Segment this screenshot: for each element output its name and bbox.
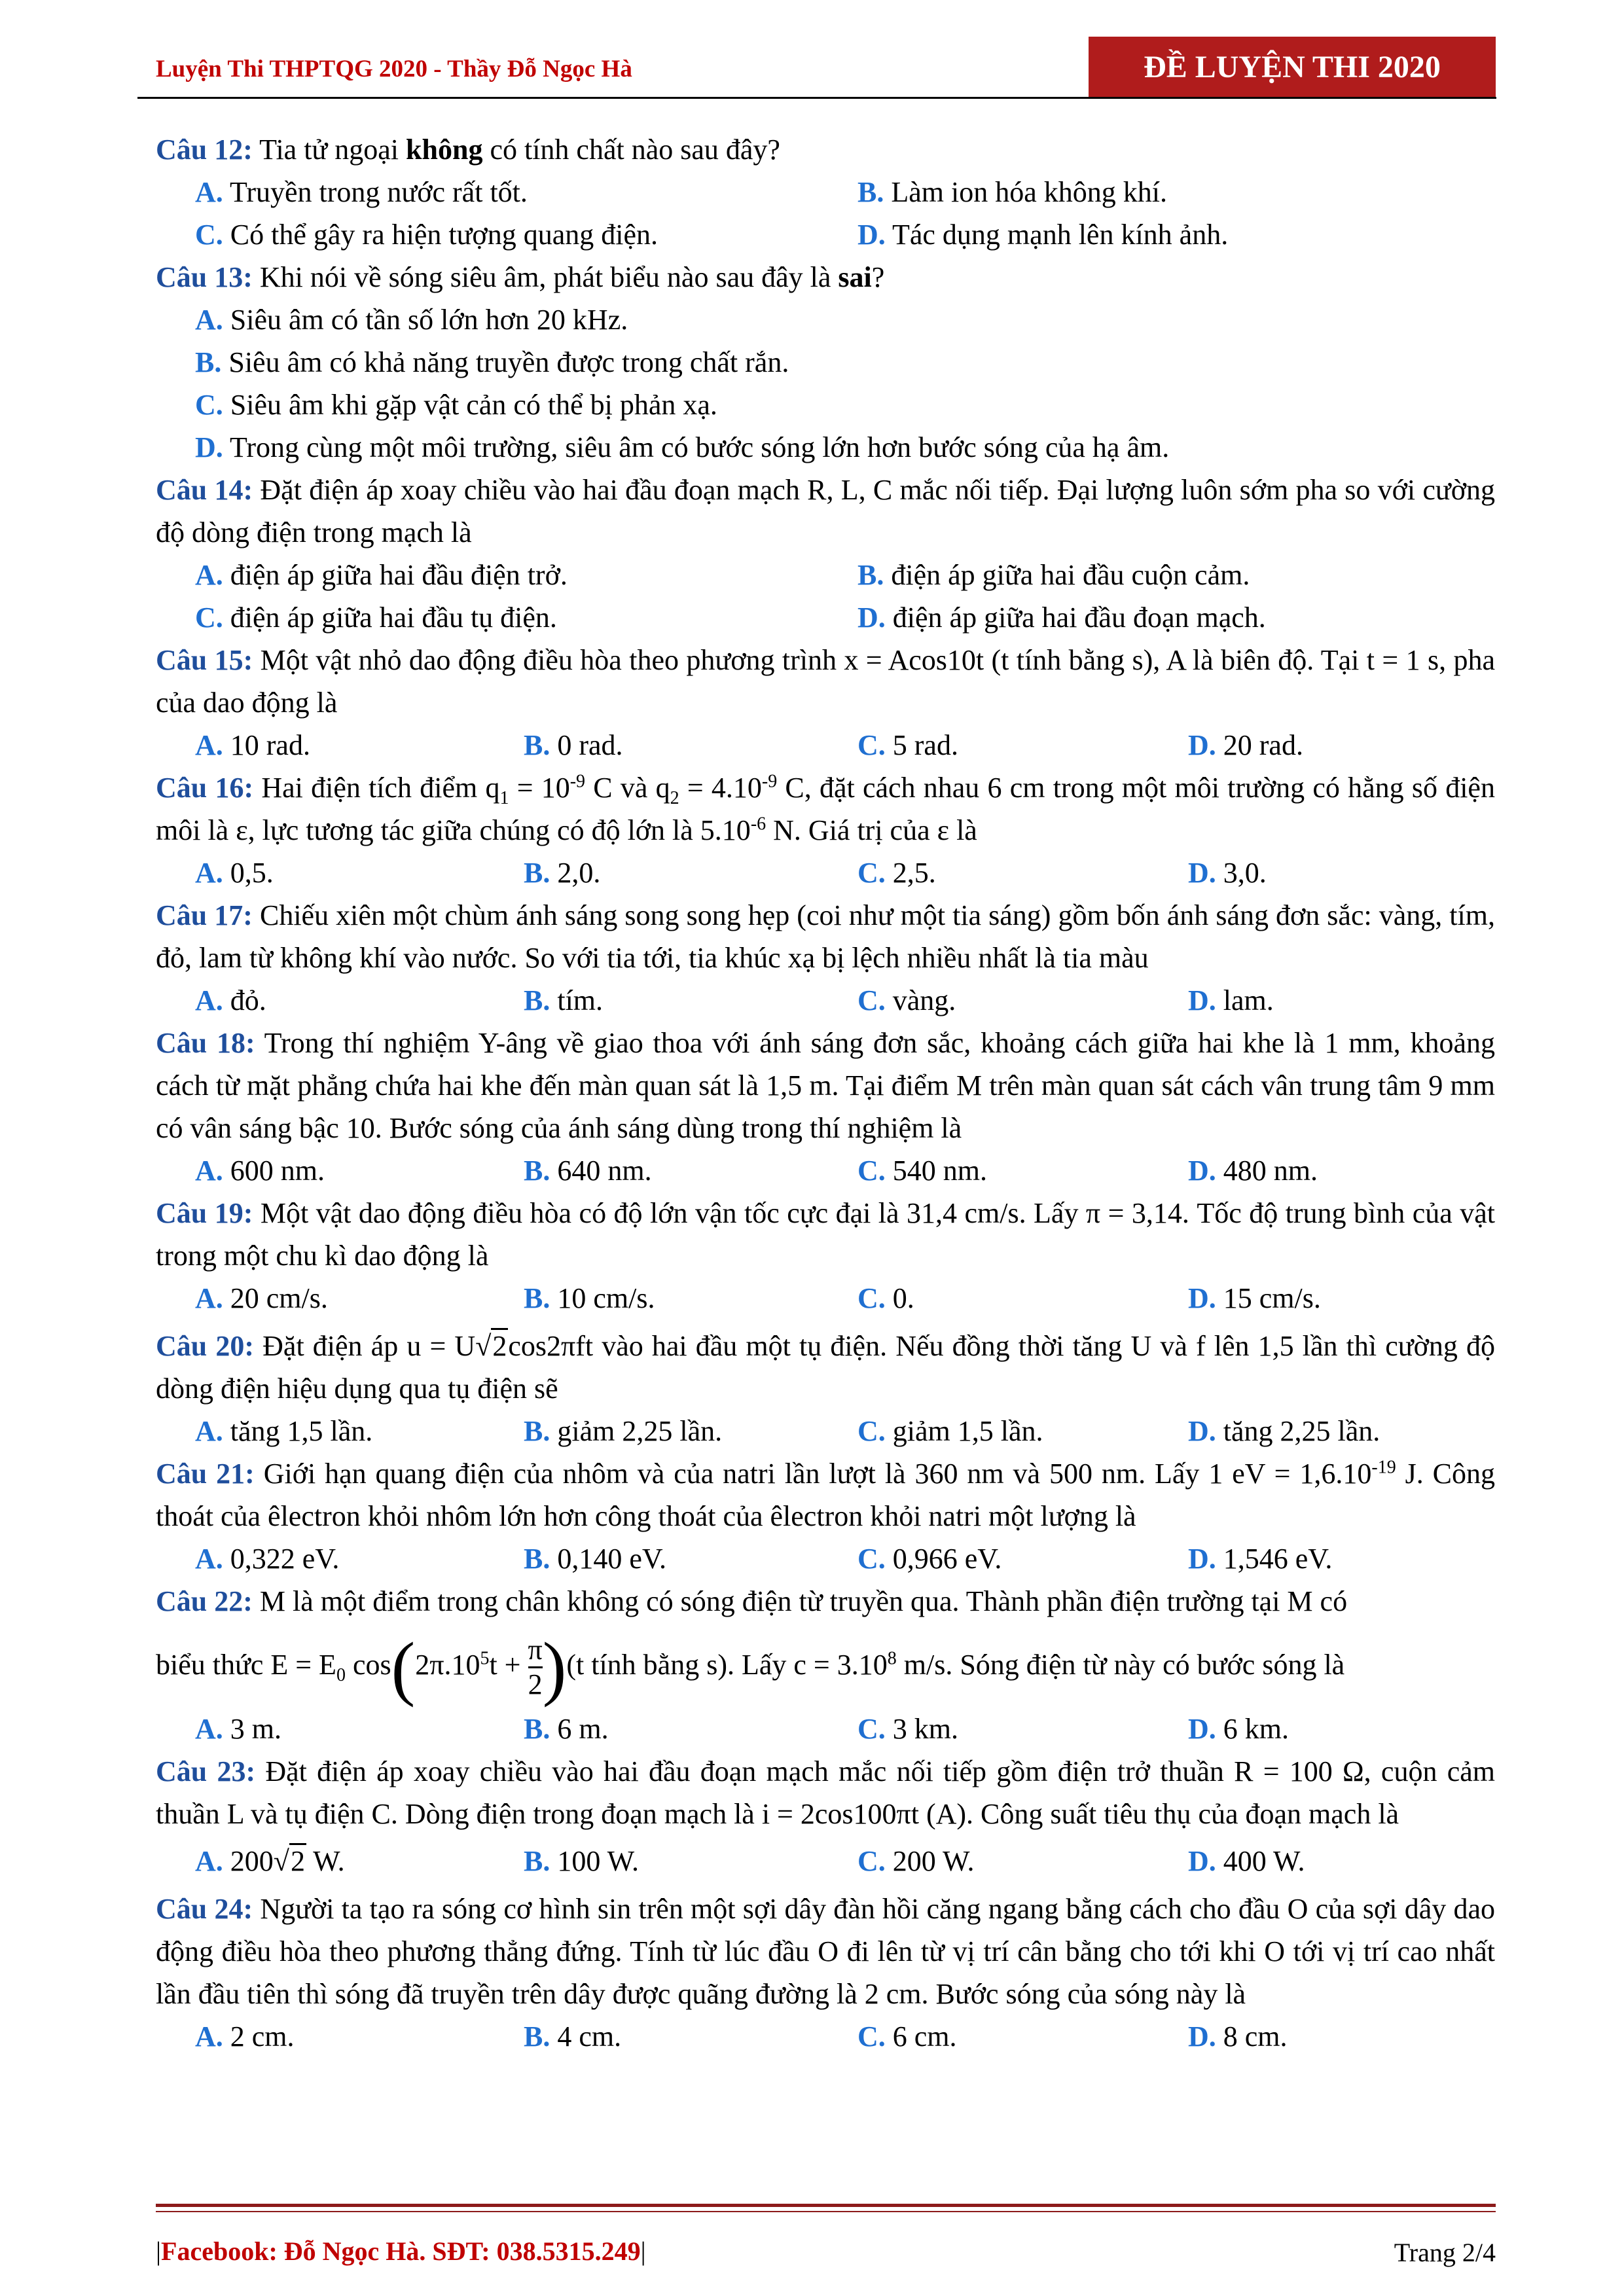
option-c [857,1537,1001,1580]
options-row [156,171,1495,213]
options-row [156,852,1495,894]
options-row [156,1277,1495,1319]
fraction-numerator: π [528,1634,543,1668]
option-a [195,2015,295,2058]
option-text: Truyền trong nước rất tốt. [230,176,528,208]
option-text: 0,322 eV. [230,1543,340,1575]
option-letter: A. [195,1543,223,1575]
question-label: Câu 13: [156,261,253,293]
option-letter: A. [195,304,223,336]
option-b [524,1149,652,1192]
option-text: điện áp giữa hai đầu cuộn cảm. [891,559,1250,591]
option-a [195,1537,339,1580]
question-label: Câu 12: [156,134,253,166]
fraction [528,1634,543,1701]
question-label: Câu 22: [156,1585,253,1617]
option-d [1188,1835,1305,1888]
header-divider [137,97,1496,99]
question-text: Tia tử ngoại [252,134,406,166]
question-21 [156,1452,1495,1537]
option-text: 4 cm. [557,2020,622,2053]
options-row [156,554,1495,596]
option-b [524,1410,722,1452]
option-letter: D. [1188,1543,1216,1575]
exam-title-box: ĐỀ LUYỆN THI 2020 [1089,37,1496,98]
option-text: 3 m. [230,1713,282,1745]
option-text: 640 nm. [557,1155,652,1187]
option-letter: A. [195,1845,223,1877]
option-text: tăng 1,5 lần. [230,1415,373,1447]
option-letter: D. [195,431,223,463]
option-letter: D. [1188,1155,1216,1187]
question-19 [156,1192,1495,1277]
option-text: 3 km. [892,1713,959,1745]
option-text: 6 m. [557,1713,609,1745]
question-text: = 4.10 [679,772,762,804]
option-letter: B. [524,729,550,761]
header-dash: - [427,56,448,82]
option-b [156,341,1495,384]
question-emphasis: sai [838,261,872,293]
question-label: Câu 18: [156,1027,255,1059]
option-text: 8 cm. [1223,2020,1288,2053]
option-letter: B. [524,2020,550,2053]
option-d [1188,979,1274,1022]
option-text: W. [306,1845,345,1877]
option-text: 0. [892,1282,914,1314]
subscript: 1 [499,787,509,808]
option-c [857,1410,1043,1452]
exponent: -9 [569,771,586,792]
subscript: 0 [336,1664,346,1685]
option-text: giảm 2,25 lần. [557,1415,723,1447]
option-letter: B. [524,1415,550,1447]
options-row [156,1835,1495,1888]
option-letter: C. [857,1713,886,1745]
option-a [195,852,274,894]
question-text: Khi nói về sóng siêu âm, phát biểu nào sau đây là [252,261,839,293]
question-label: Câu 17: [156,899,253,931]
option-text: 0,140 eV. [557,1543,666,1575]
option-b [524,2015,621,2058]
option-text: 20 rad. [1223,729,1303,761]
option-text: Tác dụng mạnh lên kính ảnh. [892,219,1229,251]
option-letter: C. [857,2020,886,2053]
option-d [156,426,1495,469]
option-text: điện áp giữa hai đầu tụ điện. [230,601,557,634]
formula-text: (t tính bằng s). Lấy c = 3.10 [566,1649,888,1681]
option-b [524,1835,639,1888]
option-text: 5 rad. [892,729,958,761]
option-letter: A. [195,559,223,591]
option-letter: A. [195,1713,223,1745]
options-row [156,1149,1495,1192]
question-label: Câu 24: [156,1893,253,1925]
header-year: 2020 [379,56,428,82]
option-c [857,724,958,766]
option-letter: C. [857,1845,886,1877]
question-12 [156,128,1495,171]
left-paren: ( [391,1627,416,1708]
formula-text: m/s. Sóng điện từ này có bước sóng là [896,1649,1345,1681]
option-d [1188,1277,1321,1319]
option-text: Siêu âm có khả năng truyền được trong chất rắn. [228,346,789,378]
option-letter: B. [857,176,884,208]
option-b [524,852,600,894]
option-letter: D. [1188,729,1216,761]
option-b [857,171,1167,213]
option-letter: A. [195,1282,223,1314]
question-text: C, đặt cách nhau 6 cm trong một môi trường có hằng số điện môi là ε, lực tương tác giữa chúng có độ lớn là 5.10 [156,772,1495,846]
option-c [857,852,936,894]
options-row [156,213,1495,256]
question-text: M là một điểm trong chân không có sóng điện từ truyền qua. Thành phần điện trường tại M có [252,1585,1348,1617]
question-text-end: có tính chất nào sau đây? [482,134,780,166]
exponent: 5 [480,1648,490,1669]
option-text: 200 [223,1845,274,1877]
sqrt-radicand: 2 [289,1843,306,1877]
exponent: -9 [761,771,778,792]
option-letter: C. [857,729,886,761]
option-text: đỏ. [230,984,266,1016]
option-letter: C. [857,1415,886,1447]
options-row [156,2015,1495,2058]
option-text: 6 km. [1223,1713,1290,1745]
option-text: 200 W. [892,1845,975,1877]
question-label: Câu 21: [156,1458,255,1490]
question-text: Một vật nhỏ dao động điều hòa theo phương trình x = Acos10t (t tính bằng s), A là biên độ. Tại t = 1 s, pha của dao động là [156,644,1495,719]
option-c [156,384,1495,426]
header-teacher: Thầy Đỗ Ngọc Hà [447,56,632,82]
formula-text: biểu thức E = E [156,1649,336,1681]
option-text: 2 cm. [230,2020,295,2053]
options-row [156,1410,1495,1452]
option-letter: D. [857,601,886,634]
option-a [195,554,568,596]
question-16 [156,766,1495,852]
option-d [1188,724,1303,766]
option-text: 600 nm. [230,1155,325,1187]
option-letter: A. [195,857,223,889]
option-b [524,979,603,1022]
option-a [195,1708,281,1750]
option-a [156,298,1495,341]
option-letter: B. [524,1543,550,1575]
option-d [857,213,1228,256]
option-letter: C. [857,984,886,1016]
option-text: Làm ion hóa không khí. [891,176,1167,208]
option-letter: A. [195,2020,223,2053]
option-text: điện áp giữa hai đầu đoạn mạch. [892,601,1266,634]
right-paren: ) [542,1627,567,1708]
options-row [156,1708,1495,1750]
option-letter: C. [195,389,223,421]
footer-contact-text: Facebook: Đỗ Ngọc Hà. SĐT: 038.5315.249 [161,2236,641,2266]
option-letter: A. [195,984,223,1016]
option-letter: A. [195,1415,223,1447]
option-text: 480 nm. [1223,1155,1318,1187]
footer-divider-thin [156,2211,1496,2212]
option-letter: B. [524,1713,550,1745]
option-d [1188,1410,1380,1452]
question-text: Trong thí nghiệm Y-âng về giao thoa với ánh sáng đơn sắc, khoảng cách giữa hai khe là 1 mm, khoảng cách từ mặt phẳng chứa hai khe đến màn quan sát là 1,5 m. Tại điểm M trên màn quan sát cách vân trung tâm 9 mm có vân sáng bậc 10. Bước sóng của ánh sáng dùng trong thí nghiệm là [156,1027,1495,1144]
question-text: C và q [585,772,670,804]
option-letter: B. [857,559,884,591]
option-d [1188,1537,1332,1580]
option-a [195,1277,328,1319]
option-text: 15 cm/s. [1223,1282,1321,1314]
subscript: 2 [670,787,679,808]
footer-contact [156,2236,646,2267]
option-letter: C. [195,601,223,634]
footer-bar: | [640,2236,646,2266]
option-text: 2,0. [557,857,601,889]
question-label: Câu 15: [156,644,253,676]
formula-text: 2π.10 [415,1649,480,1681]
sqrt-symbol: √ [475,1330,492,1362]
option-text: 100 W. [557,1845,640,1877]
option-c [857,1277,914,1319]
option-text: 0,5. [230,857,274,889]
option-text: 3,0. [1223,857,1267,889]
option-letter: C. [857,1282,886,1314]
sqrt-symbol: √ [273,1845,289,1877]
option-text: điện áp giữa hai đầu điện trở. [230,559,568,591]
option-text: 400 W. [1223,1845,1305,1877]
option-text: Có thể gây ra hiện tượng quang điện. [230,219,658,251]
option-a [195,724,310,766]
footer-bar: | [156,2236,162,2266]
question-label: Câu 23: [156,1755,256,1787]
question-24 [156,1888,1495,2015]
option-d [1188,1149,1318,1192]
option-a [195,1410,372,1452]
header-prefix: Luyện Thi THPTQG [156,56,380,82]
option-letter: D. [1188,857,1216,889]
question-text-end: ? [871,261,885,293]
option-text: vàng. [892,984,956,1016]
option-letter: C. [857,857,886,889]
option-d [857,596,1266,639]
question-text: N. Giá trị của ε là [766,814,977,846]
option-text: 10 rad. [230,729,310,761]
option-a [195,1835,345,1888]
option-b [857,554,1250,596]
option-letter: C. [857,1543,886,1575]
question-14 [156,469,1495,554]
options-row [156,724,1495,766]
option-c [195,596,557,639]
question-18 [156,1022,1495,1149]
option-letter: A. [195,729,223,761]
question-label: Câu 20: [156,1330,255,1362]
option-b [524,724,623,766]
option-c [857,1708,958,1750]
option-letter: B. [524,1155,550,1187]
question-17 [156,894,1495,979]
option-c [195,213,658,256]
option-letter: A. [195,176,223,208]
option-letter: D. [1188,1713,1216,1745]
question-text: Đặt điện áp xoay chiều vào hai đầu đoạn mạch mắc nối tiếp gồm điện trở thuần R = 100 Ω, cuộn cảm thuần L và tụ điện C. Dòng điện trong đoạn mạch là i = 2cos100πt (A). Công suất tiêu thụ của đoạn mạch là [156,1755,1495,1830]
page-number: Trang 2/4 [1394,2238,1496,2267]
question-text: cos2πft vào hai đầu một tụ điện. Nếu đồng thời tăng U và f lên 1,5 lần thì cường độ dòng điện hiệu dụng qua tụ điện sẽ [156,1330,1496,1405]
option-b [524,1708,609,1750]
formula-text: cos [345,1649,391,1681]
options-row [156,979,1495,1022]
option-letter: D. [1188,984,1216,1016]
option-c [857,2015,957,2058]
footer-divider [156,2204,1496,2207]
option-letter: D. [1188,2020,1216,2053]
option-text: 6 cm. [892,2020,957,2053]
option-text: 540 nm. [892,1155,988,1187]
option-letter: D. [857,219,886,251]
exponent: 8 [887,1648,897,1669]
question-text: J. Công thoát của êlectron khỏi nhôm lớn hơn công thoát của êlectron khỏi natri một lượng là [156,1458,1495,1532]
question-text: Hai điện tích điểm q [253,772,500,804]
option-letter: C. [195,219,223,251]
question-13 [156,256,1495,298]
exponent: -6 [750,814,767,834]
option-a [195,1149,325,1192]
question-label: Câu 16: [156,772,254,804]
option-d [1188,1708,1289,1750]
question-15 [156,639,1495,724]
option-text: 10 cm/s. [557,1282,655,1314]
question-text: Chiếu xiên một chùm ánh sáng song song hẹp (coi như một tia sáng) gồm bốn ánh sáng đơn sắc: vàng, tím, đỏ, lam từ không khí vào nước. So với tia tới, tia khúc xạ bị lệch nhiều nhất là tia màu [156,899,1495,974]
option-text: Siêu âm có tần số lớn hơn 20 kHz. [230,304,628,336]
header-title [156,55,632,83]
option-d [1188,2015,1288,2058]
option-letter: D. [1188,1845,1216,1877]
option-text: tím. [557,984,604,1016]
option-c [857,1149,987,1192]
option-letter: C. [857,1155,886,1187]
option-text: Trong cùng một môi trường, siêu âm có bước sóng lớn hơn bước sóng của hạ âm. [230,431,1170,463]
option-letter: B. [524,1282,550,1314]
option-d [1188,852,1267,894]
question-text: Đặt điện áp u = U [254,1330,476,1362]
option-letter: B. [524,984,550,1016]
option-text: tăng 2,25 lần. [1223,1415,1380,1447]
question-label: Câu 14: [156,474,253,506]
option-a [195,979,266,1022]
question-text: Giới hạn quang điện của nhôm và của natri lần lượt là 360 nm và 500 nm. Lấy 1 eV = 1,6.10 [254,1458,1372,1490]
option-b [524,1537,666,1580]
option-letter: B. [524,1845,550,1877]
question-23 [156,1750,1495,1835]
option-text: 1,546 eV. [1223,1543,1333,1575]
option-letter: B. [195,346,222,378]
options-row [156,596,1495,639]
option-text: 20 cm/s. [230,1282,328,1314]
fraction-denominator: 2 [528,1668,543,1701]
option-text: 2,5. [892,857,936,889]
question-text: = 10 [509,772,570,804]
option-text: Siêu âm khi gặp vật cản có thể bị phản xạ. [230,389,717,421]
option-a [195,171,528,213]
option-c [857,979,956,1022]
question-text: Đặt điện áp xoay chiều vào hai đầu đoạn mạch R, L, C mắc nối tiếp. Đại lượng luôn sớm pha so với cường độ dòng điện trong mạch là [156,474,1495,548]
question-22-formula [156,1623,1495,1708]
option-letter: B. [524,857,550,889]
question-label: Câu 19: [156,1197,253,1229]
exponent: -19 [1371,1457,1396,1478]
formula-text: t + [489,1649,528,1681]
option-text: 0,966 eV. [892,1543,1002,1575]
option-letter: D. [1188,1282,1216,1314]
question-22 [156,1580,1495,1623]
question-20 [156,1325,1495,1410]
option-text: lam. [1223,984,1274,1016]
question-emphasis: không [406,134,483,166]
option-text: giảm 1,5 lần. [892,1415,1043,1447]
option-b [524,1277,655,1319]
option-text: 0 rad. [557,729,623,761]
option-c [857,1835,974,1888]
question-list [156,128,1495,2058]
sqrt-radicand: 2 [491,1328,508,1362]
option-letter: D. [1188,1415,1216,1447]
question-text: Người ta tạo ra sóng cơ hình sin trên một sợi dây đàn hồi căng ngang bằng cách cho đầu O của sợi dây dao động điều hòa theo phương thẳng đứng. Tính từ lúc đầu O đi lên từ vị trí cân bằng cho tới khi O tới vị trí cao nhất lần đầu tiên thì sóng đã truyền trên dây được quãng đường là 2 cm. Bước sóng của sóng này là [156,1893,1495,2010]
question-text: Một vật dao động điều hòa có độ lớn vận tốc cực đại là 31,4 cm/s. Lấy π = 3,14. Tốc độ trung bình của vật trong một chu kì dao động là [156,1197,1495,1272]
option-letter: A. [195,1155,223,1187]
options-row [156,1537,1495,1580]
